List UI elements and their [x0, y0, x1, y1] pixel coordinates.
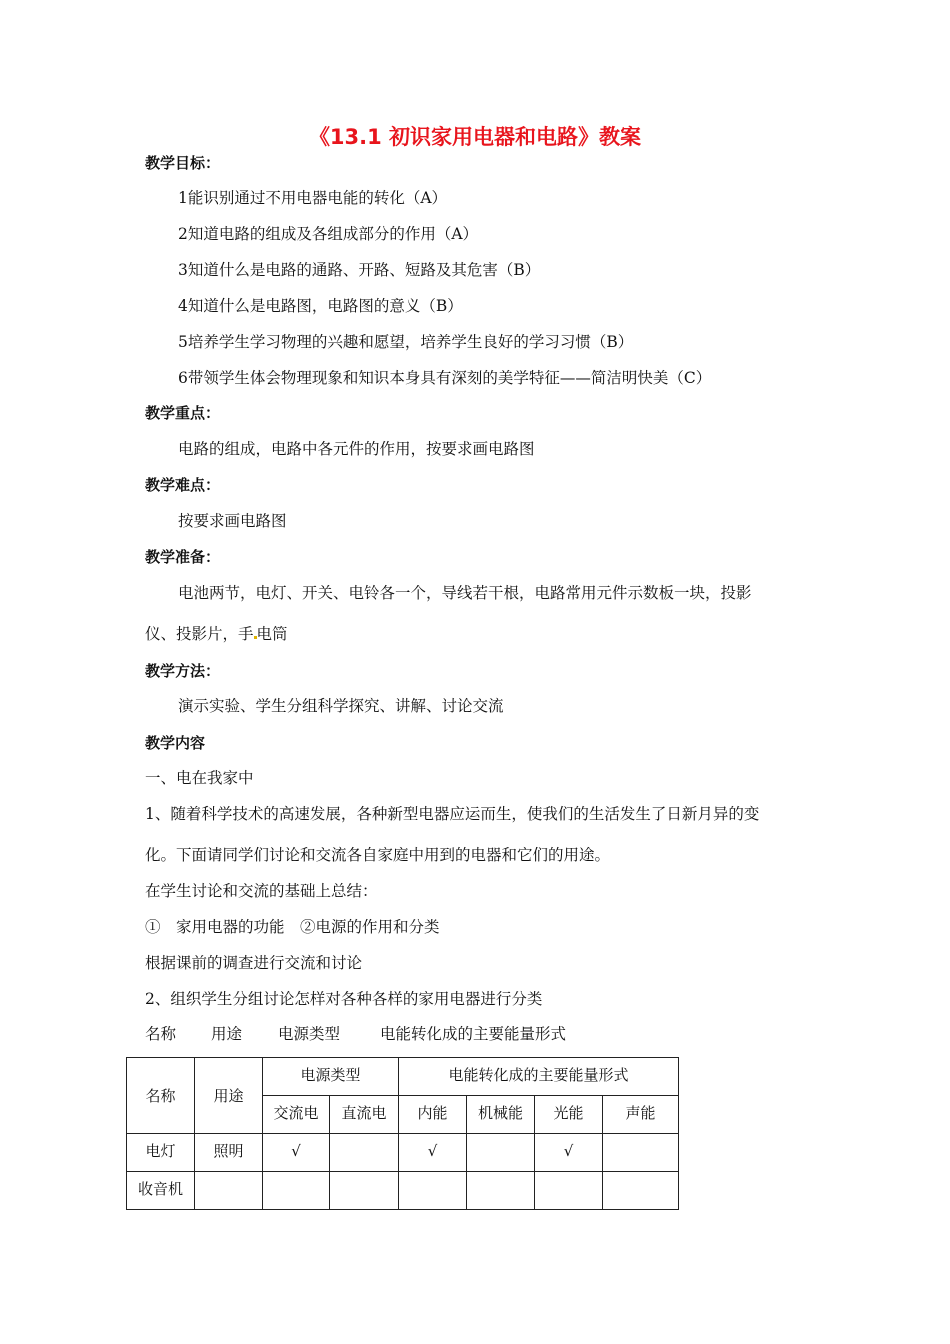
preparation-line-2-end: 电筒: [256, 625, 288, 643]
table-subheader-ac: 交流电: [263, 1096, 330, 1134]
appliance-table: [126, 1057, 679, 1210]
column-label-energy: 电能转化成的主要能量形式: [380, 1025, 567, 1043]
table-cell-ac: [263, 1172, 330, 1210]
table-cell-dc: [330, 1172, 399, 1210]
paragraph-1-line-1: 1、随着科学技术的高速发展，各种新型电器应运而生，使我们的生活发生了日新月异的变: [145, 805, 760, 823]
preparation-heading: 教学准备：: [145, 548, 221, 566]
section-1-title: 一、电在我家中: [145, 769, 254, 787]
table-cell-dc: [330, 1134, 399, 1172]
table-cell-heat: [399, 1172, 467, 1210]
table-header-power: 电源类型: [263, 1058, 399, 1096]
objective-item-4: 4知道什么是电路图，电路图的意义（B）: [178, 297, 463, 315]
key-points-text: 电路的组成，电路中各元件的作用，按要求画电路图: [178, 440, 535, 458]
table-row: [127, 1134, 679, 1172]
table-header-energy: 电能转化成的主要能量形式: [399, 1058, 679, 1096]
table-subheader-dc: 直流电: [330, 1096, 399, 1134]
key-points-heading: 教学重点：: [145, 404, 221, 422]
column-label-power: 电源类型: [278, 1025, 341, 1043]
table-cell-name: 电灯: [127, 1134, 195, 1172]
methods-text: 演示实验、学生分组科学探究、讲解、讨论交流: [178, 697, 504, 715]
paragraph-1-line-2: 化。下面请同学们讨论和交流各自家庭中用到的电器和它们的用途。: [145, 846, 611, 864]
difficulties-heading: 教学难点：: [145, 476, 221, 494]
table-subheader-light: 光能: [535, 1096, 603, 1134]
preparation-line-2-start: 仪、投影片，手: [145, 625, 254, 643]
objectives-heading: 教学目标：: [145, 154, 221, 172]
document-title: 《13.1 初识家用电器和电路》教案: [308, 125, 642, 149]
table-cell-mechanical: [467, 1134, 535, 1172]
preparation-line-2: [145, 623, 288, 645]
table-cell-light: [535, 1172, 603, 1210]
column-label-use: 用途: [211, 1025, 243, 1043]
objective-item-2: 2知道电路的组成及各组成部分的作用（A）: [178, 225, 479, 243]
table-subheader-mechanical: 机械能: [467, 1096, 535, 1134]
table-subheader-sound: 声能: [603, 1096, 679, 1134]
content-heading: 教学内容: [145, 734, 206, 752]
objective-item-5: 5培养学生学习物理的兴趣和愿望，培养学生良好的学习习惯（B）: [178, 333, 634, 351]
table-header-use: 用途: [195, 1058, 263, 1134]
difficulties-text: 按要求画电路图: [178, 512, 287, 530]
objective-item-1: 1能识别通过不用电器电能的转化（A）: [178, 189, 448, 207]
table-cell-sound: [603, 1134, 679, 1172]
summary-intro: 在学生讨论和交流的基础上总结：: [145, 882, 378, 900]
table-cell-name: 收音机: [127, 1172, 195, 1210]
objective-item-6: 6带领学生体会物理现象和知识本身具有深刻的美学特征——简洁明快美（C）: [178, 369, 712, 387]
table-cell-heat: √: [399, 1134, 467, 1172]
table-row: [127, 1172, 679, 1210]
table-header-name: 名称: [127, 1058, 195, 1134]
preparation-line-1: 电池两节，电灯、开关、电铃各一个，导线若干根，电路常用元件示数板一块，投影: [178, 584, 752, 602]
survey-text: 根据课前的调查进行交流和讨论: [145, 954, 363, 972]
table-cell-sound: [603, 1172, 679, 1210]
table-subheader-heat: 内能: [399, 1096, 467, 1134]
table-cell-ac: √: [263, 1134, 330, 1172]
table-cell-use: 照明: [195, 1134, 263, 1172]
objective-item-3: 3知道什么是电路的通路、开路、短路及其危害（B）: [178, 261, 541, 279]
summary-items: ① 家用电器的功能 ②电源的作用和分类: [145, 918, 440, 936]
column-label-name: 名称: [145, 1025, 177, 1043]
table-cell-mechanical: [467, 1172, 535, 1210]
methods-heading: 教学方法：: [145, 662, 221, 680]
table-cell-use: [195, 1172, 263, 1210]
paragraph-2: 2、组织学生分组讨论怎样对各种各样的家用电器进行分类: [145, 990, 543, 1008]
table-cell-light: √: [535, 1134, 603, 1172]
